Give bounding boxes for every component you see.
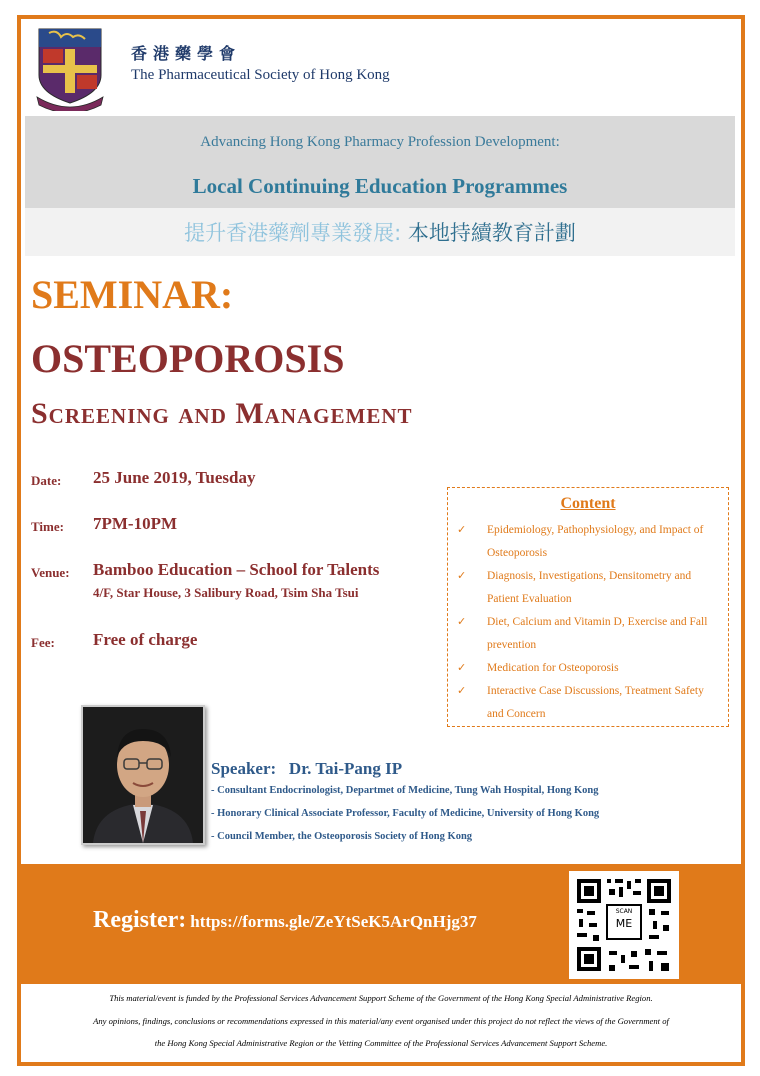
- venue-value: Bamboo Education – School for Talents: [93, 560, 380, 579]
- content-item-text: Medication for Osteoporosis: [487, 662, 619, 674]
- views-disclaimer: Any opinions, findings, conclusions or recommendations expressed in this material/any event organised under this project do not reflect the views of the Government of: [93, 1016, 669, 1026]
- time-value: 7PM-10PM: [93, 514, 178, 533]
- speaker-heading: [211, 759, 402, 779]
- content-item: [457, 657, 723, 680]
- content-item-text: Diagnosis, Investigations, Densitometry and Patient Evaluation: [487, 570, 692, 605]
- views-disclaimer-continued: the Hong Kong Special Administrative Region or the Vetting Committee of the Professional Services Advancement Support Scheme.: [154, 1038, 608, 1048]
- speaker-photo: [81, 705, 205, 845]
- date-label: Date:: [31, 473, 62, 488]
- register-link[interactable]: https://forms.gle/ZeYtSeK5ArQnHjg37: [190, 912, 477, 931]
- check-icon: ✓: [457, 524, 467, 536]
- programme-title: Local Continuing Education Programmes: [192, 174, 568, 198]
- fee-value: Free of charge: [93, 630, 198, 649]
- venue-label: Venue:: [31, 565, 70, 580]
- register-line: [93, 907, 477, 934]
- time-label: Time:: [31, 519, 64, 534]
- venue-address: 4/F, Star House, 3 Salibury Road, Tsim Sha Tsui: [93, 585, 359, 600]
- check-icon: ✓: [457, 570, 467, 582]
- fee-label: Fee:: [31, 635, 55, 650]
- date-value: 25 June 2019, Tuesday: [93, 468, 256, 487]
- society-crest-logo: [35, 27, 105, 111]
- content-title: Content: [560, 495, 616, 512]
- speaker-portrait-image: [83, 707, 203, 843]
- speaker-credential: - Honorary Clinical Associate Professor, Faculty of Medicine, University of Hong Kong: [211, 808, 600, 819]
- seminar-heading: SEMINAR:: [31, 272, 234, 317]
- speaker-credential: - Consultant Endocrinologist, Departmet of Medicine, Tung Wah Hospital, Hong Kong: [211, 785, 599, 796]
- topic-heading: OSTEOPOROSIS: [31, 336, 345, 381]
- content-item: [457, 680, 723, 726]
- qr-scan-label: SCAN: [615, 908, 633, 915]
- content-item: [457, 519, 723, 565]
- speaker-label: Speaker:: [211, 759, 277, 778]
- check-icon: ✓: [457, 662, 467, 674]
- chinese-title-part-b: 本地持續教育計劃: [407, 221, 576, 245]
- advancing-heading: Advancing Hong Kong Pharmacy Profession Development:: [200, 134, 560, 150]
- funding-disclaimer: This material/event is funded by the Professional Services Advancement Support Scheme of the Government of the Hong Kong Special Administrative Region.: [109, 993, 653, 1003]
- qr-code[interactable]: [569, 871, 679, 979]
- content-item-text: Diet, Calcium and Vitamin D, Exercise and Fall prevention: [487, 616, 708, 651]
- org-name-english: The Pharmaceutical Society of Hong Kong: [131, 67, 390, 83]
- register-label: Register:: [93, 907, 187, 933]
- content-item-text: Epidemiology, Pathophysiology, and Impact of Osteoporosis: [487, 524, 704, 559]
- check-icon: ✓: [457, 616, 467, 628]
- chinese-title-part-a: 提升香港藥劑專業發展:: [184, 221, 402, 245]
- check-icon: ✓: [457, 685, 467, 697]
- content-item: [457, 611, 723, 657]
- programme-title-chinese: [21, 217, 739, 247]
- content-list: [457, 519, 723, 726]
- content-item: [457, 565, 723, 611]
- poster-frame: [17, 15, 745, 1066]
- qr-me-label: ME: [615, 917, 633, 930]
- speaker-credential: - Council Member, the Osteoporosis Society of Hong Kong: [211, 831, 473, 842]
- content-item-text: Interactive Case Discussions, Treatment Safety and Concern: [487, 685, 704, 720]
- org-name-chinese: 香港藥學會: [131, 44, 242, 63]
- topic-subtitle: Screening and Management: [31, 397, 413, 430]
- speaker-name: Dr. Tai-Pang IP: [288, 759, 403, 778]
